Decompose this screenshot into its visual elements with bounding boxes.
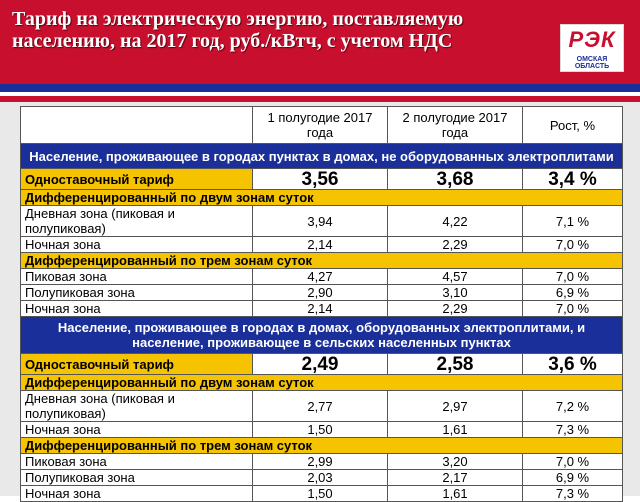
value-h2: 1,61	[388, 486, 523, 502]
section-title: Население, проживающее в городах пунктах в домах, не оборудованных электроплитами	[21, 144, 623, 169]
table-row	[21, 285, 623, 301]
logo-text: РЭК	[568, 27, 616, 52]
value-h2: 3,20	[388, 454, 523, 470]
value-growth: 7,1 %	[523, 206, 623, 237]
table-row	[21, 422, 623, 438]
subsection-header	[21, 253, 623, 269]
row-label: Одноставочный тариф	[21, 169, 253, 190]
value-h2: 2,17	[388, 470, 523, 486]
header-cell-blank	[21, 107, 253, 144]
header-cell-h1: 1 полугодие 2017 года	[253, 107, 388, 144]
subsection-header	[21, 375, 623, 391]
section-header	[21, 144, 623, 169]
value-h2: 3,10	[388, 285, 523, 301]
tariff-table	[20, 106, 623, 502]
row-label: Ночная зона	[21, 422, 253, 438]
value-h2: 2,58	[388, 354, 523, 375]
table-row	[21, 454, 623, 470]
value-growth: 7,0 %	[523, 269, 623, 285]
value-growth: 7,0 %	[523, 301, 623, 317]
value-h2: 4,22	[388, 206, 523, 237]
value-growth: 7,2 %	[523, 391, 623, 422]
blue-stripe	[0, 84, 640, 92]
header-cell-growth: Рост, %	[523, 107, 623, 144]
table-row	[21, 237, 623, 253]
table-row	[21, 206, 623, 237]
row-label: Дневная зона (пиковая и полупиковая)	[21, 391, 253, 422]
table-row	[21, 470, 623, 486]
value-h1: 3,94	[253, 206, 388, 237]
value-growth: 6,9 %	[523, 470, 623, 486]
row-label: Ночная зона	[21, 486, 253, 502]
subsection-title: Дифференцированный по двум зонам суток	[21, 375, 623, 391]
value-h2: 2,29	[388, 301, 523, 317]
table-row	[21, 391, 623, 422]
value-growth: 7,0 %	[523, 454, 623, 470]
value-h2: 4,57	[388, 269, 523, 285]
value-growth: 7,0 %	[523, 237, 623, 253]
row-label: Полупиковая зона	[21, 470, 253, 486]
value-h2: 1,61	[388, 422, 523, 438]
subsection-title: Дифференцированный по трем зонам суток	[21, 438, 623, 454]
value-h1: 1,50	[253, 422, 388, 438]
single-rate-row	[21, 354, 623, 375]
value-growth: 3,4 %	[523, 169, 623, 190]
row-label: Пиковая зона	[21, 454, 253, 470]
subsection-title: Дифференцированный по трем зонам суток	[21, 253, 623, 269]
row-label: Полупиковая зона	[21, 285, 253, 301]
row-label: Одноставочный тариф	[21, 354, 253, 375]
section-title: Население, проживающее в городах в домах, оборудованных электроплитами, и население, проживающее в сельских населенных пунктах	[21, 317, 623, 354]
table-row	[21, 269, 623, 285]
value-h1: 2,14	[253, 301, 388, 317]
table-header-row	[21, 107, 623, 144]
value-h2: 3,68	[388, 169, 523, 190]
page-title: Тариф на электрическую энергию, поставляемую населению, на 2017 год, руб./кВтч, с учетом НДС	[12, 8, 464, 52]
table-row	[21, 301, 623, 317]
value-h1: 2,90	[253, 285, 388, 301]
value-h1: 2,99	[253, 454, 388, 470]
row-label: Ночная зона	[21, 237, 253, 253]
value-h1: 3,56	[253, 169, 388, 190]
table-row	[21, 486, 623, 502]
value-growth: 7,3 %	[523, 486, 623, 502]
value-h1: 1,50	[253, 486, 388, 502]
single-rate-row	[21, 169, 623, 190]
section-header	[21, 317, 623, 354]
row-label: Дневная зона (пиковая и полупиковая)	[21, 206, 253, 237]
value-growth: 7,3 %	[523, 422, 623, 438]
value-h1: 2,03	[253, 470, 388, 486]
header-cell-h2: 2 полугодие 2017 года	[388, 107, 523, 144]
value-h2: 2,29	[388, 237, 523, 253]
rek-logo	[560, 24, 624, 72]
subsection-title: Дифференцированный по двум зонам суток	[21, 190, 623, 206]
value-h1: 2,49	[253, 354, 388, 375]
row-label: Пиковая зона	[21, 269, 253, 285]
value-h1: 2,14	[253, 237, 388, 253]
value-h1: 2,77	[253, 391, 388, 422]
subsection-header	[21, 190, 623, 206]
subsection-header	[21, 438, 623, 454]
value-h1: 4,27	[253, 269, 388, 285]
logo-subtitle: ОМСКАЯ ОБЛАСТЬ	[574, 56, 610, 70]
row-label: Ночная зона	[21, 301, 253, 317]
value-growth: 3,6 %	[523, 354, 623, 375]
value-h2: 2,97	[388, 391, 523, 422]
value-growth: 6,9 %	[523, 285, 623, 301]
header-bar	[0, 0, 640, 84]
